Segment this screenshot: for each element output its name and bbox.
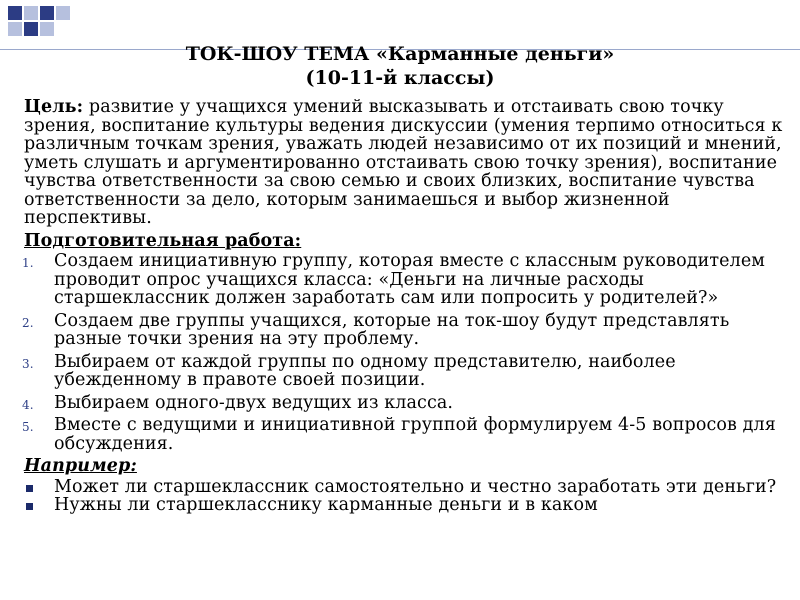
- slide-content: [24, 98, 794, 515]
- item-text: Выбираем одного-двух ведущих из класса.: [54, 392, 454, 413]
- square-bullet-icon: [26, 503, 33, 510]
- numbered-item: [24, 312, 794, 349]
- goal-text: развитие у учащихся умений высказывать и отстаивать свою точку зрения, воспитание культуры ведения дискуссии (умения терпимо относиться к различным точкам зрения, уважать людей независимо от их позиций и мнений, уметь слушать и аргументированно отстаивать свою точку зрения), воспитание чувства ответственности за свою семью и своих близких, воспитание чувства ответственности за дело, которым занимаешься и выбор жизненной перспективы.: [24, 97, 783, 228]
- prep-heading: Подготовительная работа:: [24, 230, 302, 251]
- bullet-item: [24, 478, 794, 497]
- example-heading: Например:: [24, 456, 137, 476]
- square-decoration: [8, 6, 22, 20]
- goal-paragraph: [24, 98, 794, 228]
- item-number: 3.: [22, 356, 34, 371]
- item-number: 4.: [22, 397, 34, 412]
- item-text: Выбираем от каждой группы по одному представителю, наиболее убежденному в правоте своей позиции.: [54, 351, 676, 390]
- item-text: Вместе с ведущими и инициативной группой формулируем 4-5 вопросов для обсуждения.: [54, 415, 776, 454]
- numbered-item: [24, 416, 794, 453]
- numbered-item: [24, 353, 794, 390]
- square-decoration: [40, 6, 54, 20]
- numbered-item: [24, 252, 794, 308]
- item-text: Создаем две группы учащихся, которые на ток-шоу будут представлять разные точки зрения на эту проблему.: [54, 310, 730, 349]
- square-decoration: [24, 22, 38, 36]
- numbered-item: [24, 394, 794, 413]
- item-number: 1.: [22, 256, 34, 270]
- square-bullet-icon: [26, 485, 33, 492]
- page-title: [0, 42, 800, 90]
- title-line-2: (10-11-й классы): [305, 67, 495, 89]
- square-decoration: [8, 22, 22, 36]
- title-line-1: ТОК-ШОУ ТЕМА «Карманные деньги»: [185, 43, 615, 65]
- item-number: 5.: [22, 420, 34, 434]
- item-number: 2.: [22, 315, 34, 330]
- goal-label: Цель:: [24, 97, 84, 117]
- bullet-text: Нужны ли старшекласснику карманные деньги и в каком: [54, 495, 598, 515]
- bullet-item: [24, 496, 794, 515]
- square-decoration: [40, 22, 54, 36]
- item-text: Создаем инициативную группу, которая вместе с классным руководителем проводит опрос учащихся класса: «Деньги на личные расходы старшеклассник должен заработать сам или попросить у родителей?»: [54, 251, 766, 308]
- square-decoration: [56, 6, 70, 20]
- bullet-text: Может ли старшеклассник самостоятельно и честно заработать эти деньги?: [54, 476, 777, 497]
- square-decoration: [24, 6, 38, 20]
